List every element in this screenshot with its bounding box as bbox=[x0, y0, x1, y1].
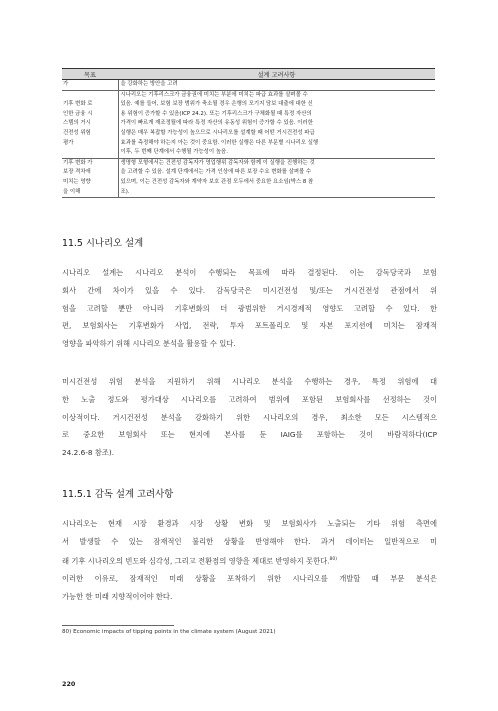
header-goal: 목표 bbox=[62, 69, 118, 80]
goal-line: 미치는 영향 bbox=[63, 178, 91, 185]
text-line: 이상적이다. 거시건전성 분석을 강화하기 위한 시나리오의 경우, 최소한 모든 시스템적으 bbox=[62, 412, 437, 422]
header-considerations: 설계 고려사항 bbox=[118, 69, 435, 80]
goal-line: 가 bbox=[63, 81, 69, 87]
text-line: 시나리오는 현재 시장 환경과 시장 상황 변화 및 보험회사가 노출되는 기타 위험 측면에 bbox=[62, 519, 437, 528]
text-line bbox=[62, 551, 437, 570]
paragraph-11-5-2 bbox=[62, 373, 437, 462]
goal-line: 스템의 거시 bbox=[63, 120, 91, 127]
considerations-line: 조). bbox=[120, 188, 130, 195]
goal-cell bbox=[62, 80, 118, 91]
footnote-reference[interactable]: 80) bbox=[329, 556, 337, 562]
goal-line: 기후 변화 가 bbox=[63, 159, 93, 166]
text-line: 영향을 파악하기 위해 시나리오 분석을 활용할 수 있다. bbox=[62, 339, 236, 349]
goal-line bbox=[63, 91, 116, 101]
considerations-line: 을 강화하는 방안을 고려 bbox=[120, 81, 178, 87]
goal-line: 인한 금융 시 bbox=[63, 110, 93, 117]
paragraph-11-5-1 bbox=[62, 264, 437, 353]
text-line: 미시건전성 위험 분석을 지원하기 위해 시나리오 분석을 수행하는 경우, 특정 위험에 대 bbox=[62, 377, 437, 386]
table bbox=[62, 68, 435, 198]
text-line: 한 노출 정도와 평가대상 시나리오를 고려하여 범위에 포함된 보험회사를 선정하는 것이 bbox=[62, 394, 437, 404]
goal-line: 보장 격차에 bbox=[63, 169, 91, 176]
goal-line: 평가 bbox=[63, 139, 74, 146]
section-heading-11-5: 11.5 시나리오 설계 bbox=[62, 238, 144, 249]
considerations-line: 있음. 예를 들어, 보험 보장 범위가 축소될 경우 은행의 모기지 담보 대출에 대한 신 bbox=[120, 101, 313, 108]
goal-line: 건전성 위험 bbox=[63, 129, 91, 136]
text-line-content: 래 기후 시나리오의 빈도와 심각성, 그리고 전환점의 영향을 제대로 반영하지 못한다. bbox=[62, 556, 330, 566]
text-line: 편, 보험회사는 기후변화가 사업, 전략, 투자 포트폴리오 및 자본 포지션에 미치는 잠재적 bbox=[62, 321, 437, 331]
table-row bbox=[62, 90, 435, 158]
considerations-line: 이후, 두 번째 단계에서 수행될 가능성이 높음. bbox=[120, 149, 228, 156]
considerations-line: 있으며, 이는 건전성 감독자와 계약자 보호 관점 모두에서 중요한 요소임(박스 8 참 bbox=[120, 178, 314, 185]
considerations-line: 생명형 모형에서는 건전성 감독자가 영업행위 감독자와 함께 이 실행을 진행하는 것 bbox=[120, 159, 315, 166]
goal-line: 기후 변화 로 bbox=[63, 101, 93, 108]
text-line: 가능한 한 미래 지향적이어야 한다. bbox=[62, 591, 173, 601]
goal-cell bbox=[62, 158, 118, 197]
considerations-cell bbox=[118, 90, 435, 158]
section-heading-11-5-1: 11.5.1 감독 설계 고려사항 bbox=[62, 489, 174, 500]
page-number: 220 bbox=[62, 680, 76, 688]
text-line: 로 중요한 보험회사 또는 현지에 본사를 둔 IAIG를 포함하는 것이 바람직하다(ICP bbox=[62, 430, 437, 440]
text-line: 이러한 이유로, 잠재적인 미래 상황을 포착하기 위한 시나리오를 개발할 때 부문 분석은 bbox=[62, 573, 437, 583]
considerations-cell bbox=[118, 158, 435, 197]
considerations-line: 시나리오는 기후리스크가 금융권에 미치는 부분에 미치는 파급 효과를 살펴볼 수 bbox=[120, 91, 308, 98]
considerations-line: 을 고려할 수 있음. 설계 단계에서는 가격 인상에 따른 보장 수요 변화를 살펴볼 수 bbox=[120, 169, 312, 176]
considerations-line: 용 위험이 증가할 수 있음(ICP 24.2). 또는 기후리스크가 구체화될 때 특정 자산의 bbox=[120, 110, 312, 117]
considerations-cell bbox=[118, 80, 435, 91]
considerations-line: 실행은 매우 복잡할 가능성이 높으므로 시나리오를 설계할 때 어떤 거시건전성 파급 bbox=[120, 129, 315, 136]
considerations-line: 효과를 측정해야 하는지 아는 것이 중요함. 이러한 실행은 다른 부문별 시나리오 실행 bbox=[120, 139, 319, 146]
footnote-divider bbox=[62, 625, 174, 626]
text-line: 험을 고려할 뿐만 아니라 기후변화의 더 광범위한 거시경제적 영향도 고려할 수 있다. 한 bbox=[62, 303, 437, 313]
goal-cell bbox=[62, 90, 118, 158]
considerations-line: 가격이 빠르게 재조정될에 따라 특정 자산의 유동성 위험이 증가할 수 있음. 이러한 bbox=[120, 120, 313, 127]
text-line: 서 발생할 수 있는 잠재적인 불리한 상황을 반영해야 한다. 과거 데이터는 일반적으로 미 bbox=[62, 536, 437, 546]
text-line: 시나리오 설계는 시나리오 분석이 수행되는 목표에 따라 결정된다. 이는 감독당국과 보험 bbox=[62, 268, 437, 277]
design-considerations-table bbox=[62, 68, 435, 198]
footnote-80: 80) Economic impacts of tipping points in the climate system (August 2021) bbox=[62, 629, 276, 635]
table-header-row bbox=[62, 69, 435, 80]
text-line: 24.2.6-8 참조). bbox=[62, 448, 115, 458]
table-row bbox=[62, 158, 435, 197]
goal-line: 을 이해 bbox=[63, 188, 81, 195]
paragraph-11-5-1-text bbox=[62, 515, 437, 605]
table-row bbox=[62, 80, 435, 91]
text-line: 회사 간에 차이가 있을 수 있다. 감독당국은 미시건전성 및/또는 거시건전성 관점에서 위 bbox=[62, 285, 437, 295]
